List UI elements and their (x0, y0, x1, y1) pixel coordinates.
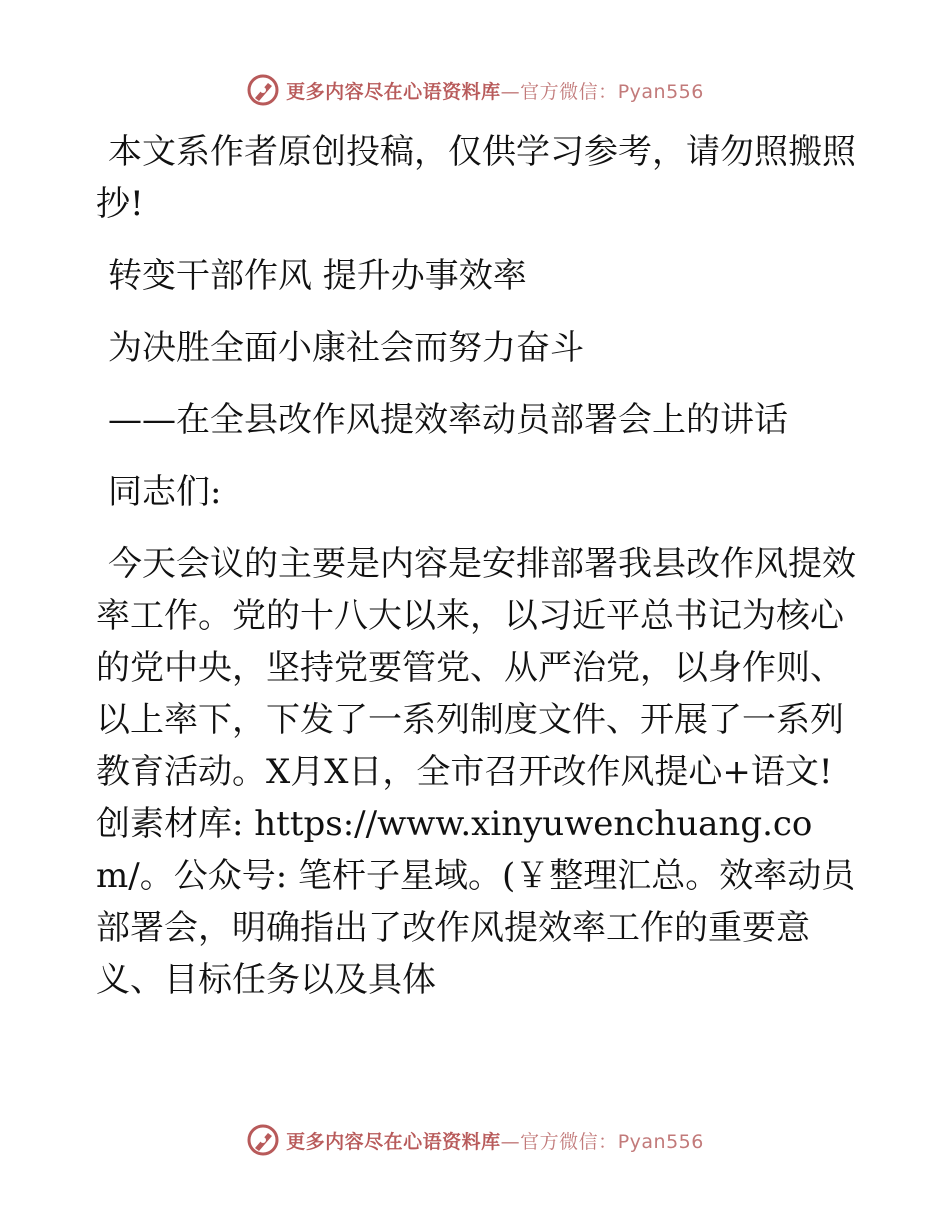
banner-wechat-label: —官方微信： (500, 80, 618, 103)
pen-logo-icon (246, 73, 280, 107)
banner-wechat-id: Pyan556 (617, 1130, 704, 1153)
footer-watermark-banner (0, 1120, 950, 1160)
subtitle: ——在全县改作风提效率动员部署会上的讲话 (108, 400, 788, 440)
banner-wechat-id: Pyan556 (617, 80, 704, 103)
banner-text (286, 1127, 704, 1154)
banner-site-text: 更多内容尽在心语资料库 (286, 1130, 501, 1153)
notice-paragraph: 本文系作者原创投稿，仅供学习参考，请勿照搬照抄! (96, 132, 856, 224)
document-body (96, 126, 856, 1026)
banner-site-text: 更多内容尽在心语资料库 (286, 80, 501, 103)
pen-logo-icon (246, 1123, 280, 1157)
title-line-2: 为决胜全面小康社会而努力奋斗 (108, 328, 584, 368)
banner-wechat-label: —官方微信： (500, 1130, 618, 1153)
header-watermark-banner (0, 70, 950, 110)
title-line-1: 转变干部作风 提升办事效率 (108, 256, 527, 296)
salutation: 同志们: (108, 472, 222, 512)
banner-text (286, 77, 704, 104)
body-paragraph: 今天会议的主要是内容是安排部署我县改作风提效率工作。党的十八大以来，以习近平总书记为核心的党中央，坚持党要管党、从严治党，以身作则、以上率下，下发了一系列制度文件、开展了一系列教育活动。X月X日，全市召开改作风提心+语文! 创素材库: https://www.xinyuwenchuang.com/。公众号: 笔杆子星域。(￥整理汇总。效率动员部署会，明确指出了改作风提效率工作的重要意义、目标任务以及具体 (96, 544, 856, 1000)
